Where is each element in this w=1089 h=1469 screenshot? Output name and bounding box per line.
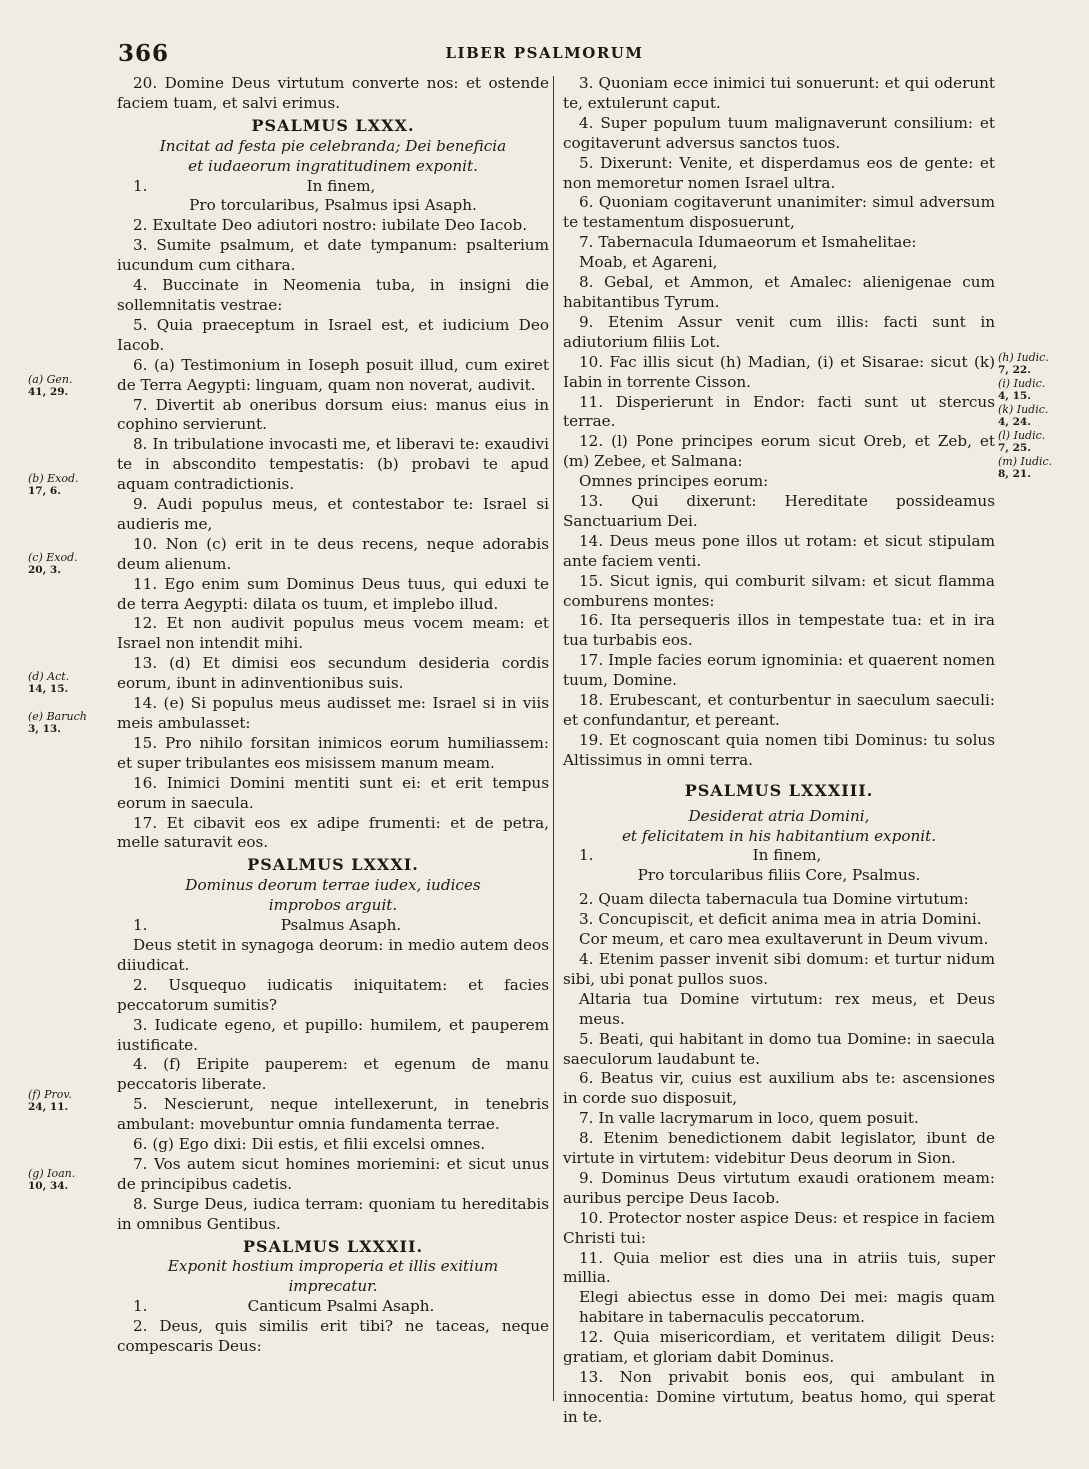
verse-heading: Pro torcularibus, Psalmus ipsi Asaph. [189,196,477,215]
psalm-title: PSALMUS LXXXI. [247,855,419,875]
margin-note [998,456,1078,480]
verse-number [117,916,549,936]
psalm-title: PSALMUS LXXXIII. [684,780,874,800]
verse-number [563,846,995,866]
verse: 8. Etenim benedictionem dabit legislator, ibunt de virtute in virtutem: videbitur Deus deorum in Sion. [563,1129,995,1168]
verse: 5. Beati, qui habitant in domo tua Domine: in saecula saeculorum laudabunt te. [563,1029,995,1068]
margin-note-ref: 7, 25. [998,442,1031,454]
verse: 10. Non (c) erit in te deus recens, neque adorabis deum alienum. [117,534,549,573]
verse: 5. Quia praeceptum in Israel est, et iudicium Deo Iacob. [117,315,549,354]
verse-continuation: Omnes principes eorum: [579,472,769,491]
verse-number-text: 1. [133,176,148,195]
verse: 9. Audi populus meus, et contestabor te: Israel si audieris me, [117,495,549,533]
verse: 15. Sicut ignis, qui comburit silvam: et sicut flamma comburens montes: [563,571,995,610]
verse-number [117,177,549,197]
margin-note [28,711,108,735]
page-header [0,40,1089,70]
margin-note-source: (g) Ioan. [28,1167,76,1180]
margin-note-source: (d) Act. [28,670,70,683]
verse: 4. (f) Eripite pauperem: et egenum de manu peccatoris liberate. [117,1055,549,1094]
verse: 12. Et non audivit populus meus vocem meam: et Israel non intendit mihi. [117,614,549,653]
verse-number-text: 1. [133,1297,148,1316]
verse: 19. Et cognoscant quia nomen tibi Dominus: tu solus Altissimus in omni terra. [563,730,995,769]
margin-note-ref: 41, 29. [28,386,69,398]
margin-note-source: (a) Gen. [28,373,73,386]
verse: 3. Sumite psalmum, et date tympanum: psalterium iucundum cum cithara. [117,236,549,275]
verse: 16. Ita persequeris illos in tempestate tua: et in ira tua turbabis eos. [563,611,995,650]
verse: 13. Qui dixerunt: Hereditate possideamus Sanctuarium Dei. [563,492,995,530]
column-divider [553,76,554,1401]
psalm-argument: Exponit hostium improperia et illis exitium [167,1257,499,1276]
margin-note-source: (l) Iudic. [998,429,1046,442]
psalm-argument: Incitat ad festa pie celebranda; Dei beneficia [159,136,507,155]
verse-number [117,1297,549,1317]
verse: 11. Disperierunt in Endor: facti sunt ut stercus terrae. [563,392,995,431]
margin-note-ref: 4, 15. [998,390,1031,402]
verse: 7. In valle lacrymarum in loco, quem posuit. [579,1109,919,1128]
verse: 2. Exultate Deo adiutori nostro: iubilate Deo Iacob. [133,216,528,235]
page-number: 366 [118,40,170,67]
verse-continuation: Elegi abiectus esse in domo Dei mei: magis quam habitare in tabernaculis peccatorum. [579,1288,995,1327]
margin-note [998,352,1078,376]
verse-continuation: Cor meum, et caro mea exultaverunt in Deum vivum. [579,930,989,949]
psalm-argument: Desiderat atria Domini, [688,806,870,825]
verse: 10. Protector noster aspice Deus: et respice in faciem Christi tui: [563,1208,995,1247]
verse: 14. (e) Si populus meus audisset me: Israel si in viis meis ambulasset: [117,694,549,732]
margin-note-ref: 3, 13. [28,723,61,735]
verse: 4. Super populum tuum malignaverunt consilium: et cogitaverunt adversus sanctos tuos. [563,113,995,152]
margin-note [998,378,1078,402]
margin-note-source: (b) Exod. [28,472,79,485]
margin-note-ref: 4, 24. [998,416,1031,428]
margin-note-source: (c) Exod. [28,551,78,564]
margin-note [28,1168,108,1192]
verse: 9. Etenim Assur venit cum illis: facti sunt in adiutorium filiis Lot. [563,312,995,351]
verse: 16. Inimici Domini mentiti sunt ei: et erit tempus eorum in saecula. [117,773,549,812]
verse: 13. Non privabit bonis eos, qui ambulant in innocentia: Domine virtutum, beatus homo, qui sperat in te. [563,1368,995,1426]
verse: 2. Deus, quis similis erit tibi? ne taceas, neque compescaris Deus: [117,1317,549,1356]
verse-heading: Pro torcularibus filiis Core, Psalmus. [637,866,921,885]
verse: 5. Nescierunt, neque intellexerunt, in tenebris ambulant: movebuntur omnia fundamenta terrae. [117,1095,549,1134]
margin-note [998,430,1078,454]
verse: 7. Tabernacula Idumaeorum et Ismahelitae: [579,233,917,252]
psalm-title: PSALMUS LXXXII. [242,1236,424,1256]
verse: 4. Etenim passer invenit sibi domum: et turtur nidum sibi, ubi ponat pullos suos. [563,949,995,988]
margin-note-source: (m) Iudic. [998,455,1053,468]
margin-note-ref: 24, 11. [28,1101,69,1113]
margin-note-source: (f) Prov. [28,1088,72,1101]
verse: 7. Vos autem sicut homines moriemini: et sicut unus de principibus cadetis. [117,1154,549,1193]
left-column [117,74,549,1357]
verse-heading: In finem, [752,846,822,865]
margin-note-ref: 7, 22. [998,364,1031,376]
verse-heading: Psalmus Asaph. [280,916,402,935]
psalm-title: PSALMUS LXXX. [251,115,415,135]
margin-note-ref: 14, 15. [28,683,69,695]
psalm-argument: improbos arguit. [268,896,398,915]
verse: 10. Fac illis sicut (h) Madian, (i) et Sisarae: sicut (k) Iabin in torrente Cisson. [563,352,995,391]
verse: 13. (d) Et dimisi eos secundum desideria cordis eorum, ibunt in adinventionibus suis. [117,654,549,693]
right-column [563,74,995,1428]
verse: 8. Surge Deus, iudica terram: quoniam tu hereditabis in omnibus Gentibus. [117,1194,549,1233]
verse: 7. Divertit ab oneribus dorsum eius: manus eius in cophino servierunt. [117,395,549,434]
verse: 5. Dixerunt: Venite, et disperdamus eos de gente: et non memoretur nomen Israel ultra. [563,153,995,192]
verse: 18. Erubescant, et conturbentur in saeculum saeculi: et confundantur, et pereant. [563,691,995,729]
margin-note-source: (i) Iudic. [998,377,1046,390]
verse: 9. Dominus Deus virtutum exaudi orationem meam: auribus percipe Deus Iacob. [563,1168,995,1207]
verse: 12. Quia misericordiam, et veritatem diligit Deus: gratiam, et gloriam dabit Dominus. [563,1328,995,1367]
psalm-argument: Dominus deorum terrae iudex, iudices [185,876,481,895]
margin-note [28,552,108,576]
psalm-argument: imprecatur. [288,1277,378,1296]
verse: 11. Quia melior est dies una in atriis tuis, super millia. [563,1248,995,1287]
margin-note-source: (e) Baruch [28,710,87,723]
margin-note-source: (k) Iudic. [998,403,1049,416]
verse: 14. Deus meus pone illos ut rotam: et sicut stipulam ante faciem venti. [563,531,995,570]
margin-note-ref: 8, 21. [998,468,1031,480]
verse: 6. Beatus vir, cuius est auxilium abs te: ascensiones in corde suo disposuit, [563,1069,995,1108]
psalm-argument: et iudaeorum ingratitudinem exponit. [188,156,478,175]
verse-number-text: 1. [579,846,594,865]
verse: 6. (g) Ego dixi: Dii estis, et filii excelsi omnes. [133,1135,486,1154]
verse: 17. Imple facies eorum ignominia: et quaerent nomen tuum, Domine. [563,651,995,690]
verse: 15. Pro nihilo forsitan inimicos eorum humiliassem: et super tribulantes eos misissem manum meam. [117,733,549,772]
verse-continuation: Altaria tua Domine virtutum: rex meus, et Deus meus. [579,989,995,1028]
verse: 3. Iudicate egeno, et pupillo: humilem, et pauperem iustificate. [117,1015,549,1054]
verse: 20. Domine Deus virtutum converte nos: et ostende faciem tuam, et salvi erimus. [117,74,549,112]
verse: 12. (l) Pone principes eorum sicut Oreb, et Zeb, et (m) Zebee, et Salmana: [563,432,995,471]
margin-note [998,404,1078,428]
verse: 3. Concupiscit, et deficit anima mea in atria Domini. [579,910,982,929]
verse: 8. In tribulatione invocasti me, et liberavi te: exaudivi te in abscondito tempestatis: (b) probavi te apud aquam contradictionis. [117,435,549,494]
verse: 2. Quam dilecta tabernacula tua Domine virtutum: [579,890,969,909]
verse: 2. Usquequo iudicatis iniquitatem: et facies peccatorum sumitis? [117,975,549,1014]
verse: 17. Et cibavit eos ex adipe frumenti: et de petra, melle saturavit eos. [117,813,549,852]
running-title: LIBER PSALMORUM [445,44,644,62]
verse: 6. (a) Testimonium in Ioseph posuit illud, cum exiret de Terra Aegypti: linguam, quam non noverat, audivit. [117,355,549,394]
psalm-argument: et felicitatem in his habitantium exponit. [621,826,937,845]
verse: Deus stetit in synagoga deorum: in medio autem deos diiudicat. [117,935,549,974]
verse-heading: In finem, [306,176,376,195]
verse: 8. Gebal, et Ammon, et Amalec: alienigenae cum habitantibus Tyrum. [563,273,995,311]
margin-note [28,473,108,497]
verse: 4. Buccinate in Neomenia tuba, in insigni die sollemnitatis vestrae: [117,276,549,314]
verse: 11. Ego enim sum Dominus Deus tuus, qui eduxi te de terra Aegypti: dilata os tuum, et implebo illud. [117,574,549,613]
margin-note-ref: 20, 3. [28,564,61,576]
margin-note-ref: 10, 34. [28,1180,69,1192]
margin-note-ref: 17, 6. [28,485,61,497]
margin-note-source: (h) Iudic. [998,351,1049,364]
margin-note [28,671,108,695]
verse-heading: Canticum Psalmi Asaph. [247,1297,435,1316]
verse: 3. Quoniam ecce inimici tui sonuerunt: et qui oderunt te, extulerunt caput. [563,74,995,112]
verse: 6. Quoniam cogitaverunt unanimiter: simul adversum te testamentum disposuerunt, [563,193,995,232]
verse-continuation: Moab, et Agareni, [579,253,718,272]
margin-note [28,374,108,398]
verse-number-text: 1. [133,916,148,935]
margin-note [28,1089,108,1113]
